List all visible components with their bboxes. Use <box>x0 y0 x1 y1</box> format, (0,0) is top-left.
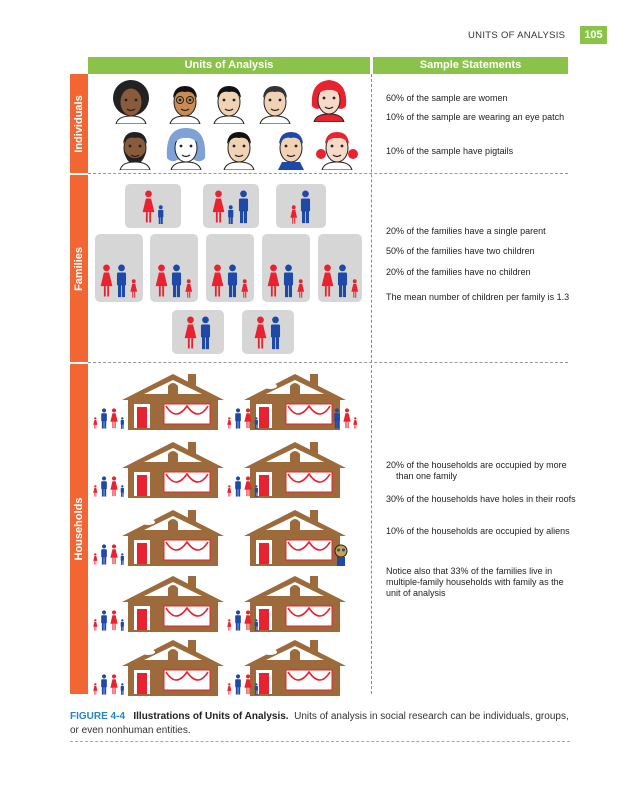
male-figure-icon <box>269 316 282 350</box>
family-group <box>203 184 259 228</box>
male-figure-icon <box>170 264 183 298</box>
statement-families-2: 50% of the families have two children <box>386 246 535 256</box>
household-residents <box>226 674 259 695</box>
female-figure-icon <box>93 683 98 695</box>
female-figure-icon <box>353 417 358 429</box>
male-figure-icon <box>100 674 108 695</box>
page-number: 105 <box>580 26 607 44</box>
female-figure-icon <box>227 619 232 631</box>
sidebar-individuals <box>70 74 88 173</box>
house-icon <box>118 574 228 632</box>
female-figure-icon <box>93 417 98 429</box>
male-figure-icon <box>100 408 108 429</box>
family-group <box>206 234 254 302</box>
female-figure-icon <box>130 279 138 299</box>
female-figure-icon <box>227 485 232 497</box>
male-figure-icon <box>254 417 259 429</box>
male-figure-icon <box>254 683 259 695</box>
family-group <box>95 234 143 302</box>
male-figure-icon <box>120 485 125 497</box>
family-group <box>318 234 362 302</box>
female-figure-icon <box>343 408 351 429</box>
alien-icon <box>332 544 350 566</box>
female-figure-icon <box>297 279 305 299</box>
household-residents <box>226 610 259 631</box>
male-figure-icon <box>100 476 108 497</box>
statement-individuals-3: 10% of the sample have pigtails <box>386 146 514 156</box>
house-icon <box>118 508 228 566</box>
female-figure-icon <box>110 610 118 631</box>
male-figure-icon <box>226 264 239 298</box>
male-figure-icon <box>120 619 125 631</box>
male-figure-icon <box>100 610 108 631</box>
sidebar-label-families: Families <box>73 246 85 291</box>
statement-individuals-2: 10% of the sample are wearing an eye patch <box>386 112 565 122</box>
male-figure-icon <box>157 205 165 225</box>
female-figure-icon <box>244 610 252 631</box>
person-face-icon <box>216 124 262 170</box>
male-figure-icon <box>234 476 242 497</box>
statement-households-1: 20% of the households are occupied by more than one family <box>386 460 567 481</box>
male-figure-icon <box>282 264 295 298</box>
statement-families-3: 20% of the families have no children <box>386 267 531 277</box>
female-figure-icon <box>155 264 168 298</box>
male-figure-icon <box>254 619 259 631</box>
bottom-rule <box>70 741 570 742</box>
person-face-icon <box>112 124 158 170</box>
female-figure-icon <box>290 205 298 225</box>
male-figure-icon <box>100 544 108 565</box>
person-face-icon <box>252 78 298 124</box>
male-figure-icon <box>227 205 235 225</box>
female-figure-icon <box>110 476 118 497</box>
pigtails-face-icon <box>314 124 360 170</box>
section-divider <box>88 362 568 363</box>
male-figure-icon <box>336 264 349 298</box>
statement-families-4: The mean number of children per family is 1.3 <box>386 292 570 302</box>
female-figure-icon <box>244 476 252 497</box>
female-figure-icon <box>267 264 280 298</box>
male-figure-icon <box>199 316 212 350</box>
household-residents <box>92 610 125 631</box>
statement-households-2: 30% of the households have holes in their roofs <box>386 494 576 504</box>
female-figure-icon <box>244 674 252 695</box>
male-figure-icon <box>120 553 125 565</box>
family-group <box>150 234 198 302</box>
household-residents <box>92 674 125 695</box>
caption-title: Illustrations of Units of Analysis. <box>133 711 289 722</box>
person-face-icon <box>163 124 209 170</box>
sidebar-label-individuals: Individuals <box>73 94 85 153</box>
family-group <box>125 184 181 228</box>
female-figure-icon <box>93 553 98 565</box>
family-group <box>242 310 294 354</box>
female-figure-icon <box>185 279 193 299</box>
caption-text: Units of analysis in social research can be individuals, groups, or even nonhuman entities. <box>70 711 569 736</box>
male-figure-icon <box>234 674 242 695</box>
female-figure-icon <box>321 264 334 298</box>
statement-households-note: Notice also that 33% of the families live in multiple-family households with family as the unit of analysis <box>386 566 564 598</box>
male-figure-icon <box>120 683 125 695</box>
household-residents <box>226 408 259 429</box>
header-sample-statements: Sample Statements <box>373 57 568 74</box>
column-divider <box>371 74 372 694</box>
person-face-icon <box>268 124 314 170</box>
male-figure-icon <box>120 417 125 429</box>
person-face-icon <box>206 78 252 124</box>
sidebar-families <box>70 175 88 362</box>
family-group <box>276 184 326 228</box>
male-figure-icon <box>333 408 341 429</box>
statement-households-3: 10% of the households are occupied by aliens <box>386 526 570 536</box>
person-face-icon <box>162 78 208 124</box>
female-figure-icon <box>227 683 232 695</box>
header-units-of-analysis: Units of Analysis <box>88 57 370 74</box>
family-group <box>172 310 224 354</box>
male-figure-icon <box>237 190 250 224</box>
female-figure-icon <box>93 619 98 631</box>
house-icon <box>118 638 228 696</box>
female-figure-icon <box>244 408 252 429</box>
female-figure-icon <box>241 279 249 299</box>
female-figure-icon <box>93 485 98 497</box>
female-figure-icon <box>351 279 359 299</box>
female-figure-icon <box>110 674 118 695</box>
female-figure-icon <box>211 264 224 298</box>
person-face-icon <box>306 76 352 122</box>
caption-label: FIGURE 4-4 <box>70 711 126 722</box>
household-residents <box>332 408 359 429</box>
female-figure-icon <box>212 190 225 224</box>
running-head: UNITS OF ANALYSIS <box>468 30 566 41</box>
house-icon <box>118 440 228 498</box>
house-icon <box>118 372 228 430</box>
statement-families-1: 20% of the families have a single parent <box>386 226 546 236</box>
female-figure-icon <box>227 417 232 429</box>
statement-individuals-1: 60% of the sample are women <box>386 93 508 103</box>
section-divider <box>88 173 568 174</box>
female-figure-icon <box>184 316 197 350</box>
male-figure-icon <box>115 264 128 298</box>
sidebar-households <box>70 364 88 694</box>
male-figure-icon <box>299 190 312 224</box>
female-figure-icon <box>110 544 118 565</box>
female-figure-icon <box>100 264 113 298</box>
household-residents <box>92 408 125 429</box>
family-group <box>262 234 310 302</box>
figure-caption <box>70 710 570 738</box>
person-face-icon <box>108 78 154 124</box>
male-figure-icon <box>234 610 242 631</box>
female-figure-icon <box>142 190 155 224</box>
sidebar-label-households: Households <box>73 497 85 561</box>
female-figure-icon <box>110 408 118 429</box>
male-figure-icon <box>254 485 259 497</box>
female-figure-icon <box>254 316 267 350</box>
household-residents <box>92 476 125 497</box>
household-residents <box>226 476 259 497</box>
male-figure-icon <box>234 408 242 429</box>
household-residents <box>92 544 125 565</box>
